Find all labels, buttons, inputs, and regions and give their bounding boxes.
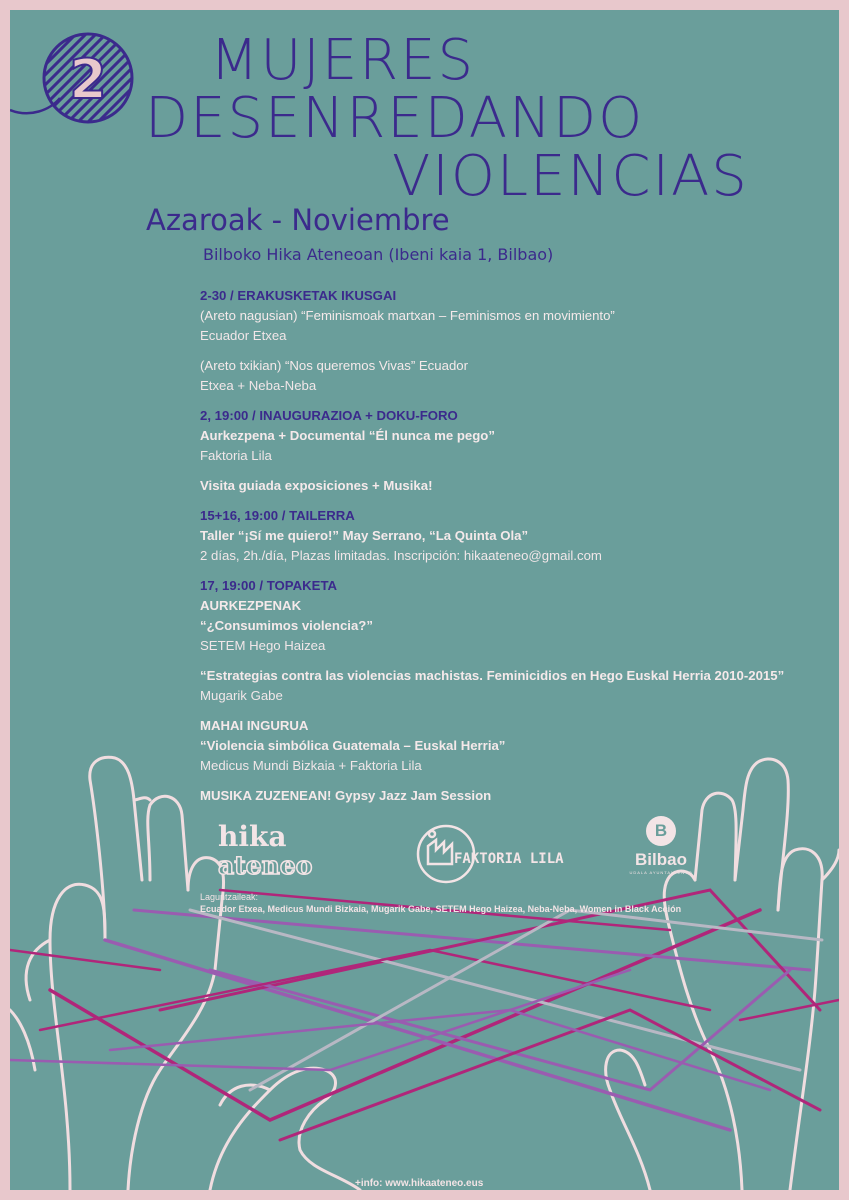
svg-text:FAKTORIA LILA: FAKTORIA LILA xyxy=(454,851,564,867)
program-line: Faktoria Lila xyxy=(200,448,272,463)
footer-info: +info: www.hikaateneo.eus xyxy=(355,1178,484,1189)
program-line: SETEM Hego Haizea xyxy=(200,638,326,653)
program-block-music xyxy=(200,786,820,806)
logo-text: ateneo xyxy=(218,851,313,880)
program-heading: 17, 19:00 / TOPAKETA xyxy=(200,578,338,593)
program-block-round-table xyxy=(200,716,820,776)
poster xyxy=(10,10,839,1190)
program xyxy=(200,286,820,816)
program-heading: 15+16, 19:00 / TAILERRA xyxy=(200,508,355,523)
program-line: Ecuador Etxea xyxy=(200,328,287,343)
program-block-meeting xyxy=(200,576,820,656)
program-line: (Areto nagusian) “Feminismoak martxan – Feminismos en movimiento” xyxy=(200,308,615,323)
program-line: MAHAI INGURUA xyxy=(200,718,309,733)
program-line: “Estrategias contra las violencias machistas. Feminicidios en Hego Euskal Herria 2010-2015” xyxy=(200,668,785,683)
poster-title xyxy=(145,28,749,209)
program-line: Medicus Mundi Bizkaia + Faktoria Lila xyxy=(200,758,422,773)
logo-text: UDALA AYUNTAMIENTO xyxy=(629,870,693,875)
program-line: (Areto txikian) “Nos queremos Vivas” Ecuador xyxy=(200,358,469,373)
program-line: Visita guiada exposiciones + Musika! xyxy=(200,478,433,493)
sponsors-label: Laguntzaileak: xyxy=(200,892,259,902)
program-line: MUSIKA ZUZENEAN! Gypsy Jazz Jam Session xyxy=(200,788,492,803)
program-line: “¿Consumimos violencia?” xyxy=(200,618,373,633)
thread-end-icon xyxy=(10,90,70,120)
venue: Bilboko Hika Ateneoan (Ibeni kaia 1, Bilbao) xyxy=(203,245,554,264)
program-line: “Violencia simbólica Guatemala – Euskal Herria” xyxy=(200,738,506,753)
title-line-3: VIOLENCIAS xyxy=(392,144,749,209)
sponsors-list: Ecuador Etxea, Medicus Mundi Bizkaia, Mugarik Gabe, SETEM Hego Haizea, Neba-Neba, Women in Black Acción xyxy=(200,904,682,914)
program-block-guided-visit xyxy=(200,476,820,496)
program-block-workshop xyxy=(200,506,820,566)
program-line: 2 días, 2h./día, Plazas limitadas. Inscripción: hikaateneo@gmail.com xyxy=(200,548,602,563)
svg-text:2: 2 xyxy=(69,48,107,111)
program-line: Aurkezpena + Documental “Él nunca me pego” xyxy=(200,428,495,443)
hika-ateneo-logo xyxy=(218,822,312,880)
bilbao-b-icon: B xyxy=(646,816,676,846)
bilbao-logo xyxy=(616,816,706,875)
faktoria-lila-logo xyxy=(406,816,566,896)
title-line-1: MUJERES xyxy=(210,28,476,93)
logo-text: Bilbao xyxy=(635,850,687,869)
title-line-2: DESENREDANDO xyxy=(145,86,645,151)
program-block-strategies xyxy=(200,666,820,706)
program-heading: 2-30 / ERAKUSKETAK IKUSGAI xyxy=(200,288,397,303)
program-line: Etxea + Neba-Neba xyxy=(200,378,317,393)
program-block-exhibitions-2 xyxy=(200,356,820,396)
subtitle-dates: Azaroak - Noviembre xyxy=(146,203,450,237)
logo-text: hika xyxy=(218,820,287,853)
program-line: Mugarik Gabe xyxy=(200,688,283,703)
program-block-inauguration xyxy=(200,406,820,466)
program-line: AURKEZPENAK xyxy=(200,598,302,613)
program-line: Taller “¡Sí me quiero!” May Serrano, “La Quinta Ola” xyxy=(200,528,529,543)
program-heading: 2, 19:00 / INAUGURAZIOA + DOKU-FORO xyxy=(200,408,458,423)
program-block-exhibitions xyxy=(200,286,820,346)
